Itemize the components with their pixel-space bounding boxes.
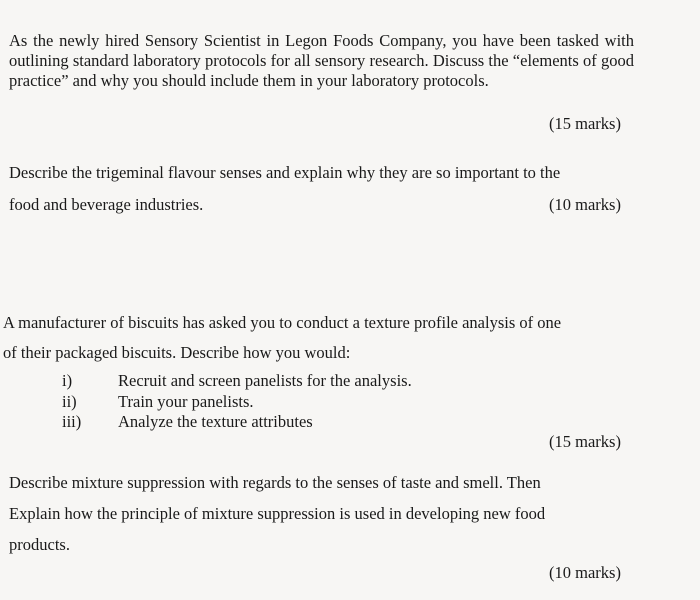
subitem-row bbox=[0, 371, 700, 391]
question-4-line-1: Describe mixture suppression with regards to the senses of taste and smell. Then bbox=[9, 473, 541, 492]
question-2-line-1: Describe the trigeminal flavour senses and explain why they are so important to the bbox=[9, 163, 561, 182]
question-3-marks: (15 marks) bbox=[549, 432, 621, 451]
subitem-number: ii) bbox=[62, 392, 77, 411]
question-1-marks: (15 marks) bbox=[549, 114, 621, 133]
subitem-text: Analyze the texture attributes bbox=[118, 412, 313, 431]
subitem-number: i) bbox=[62, 371, 73, 390]
question-4-marks: (10 marks) bbox=[549, 563, 621, 582]
question-4-line-3: products. bbox=[9, 535, 70, 554]
subitem-row bbox=[0, 412, 700, 432]
subitem-text: Train your panelists. bbox=[118, 392, 254, 411]
question-2-line-2: food and beverage industries. bbox=[9, 195, 204, 214]
subitem-row bbox=[0, 392, 700, 412]
question-3-line-1: A manufacturer of biscuits has asked you to conduct a texture profile analysis of one bbox=[3, 313, 562, 332]
question-4-line-2: Explain how the principle of mixture suppression is used in developing new food bbox=[9, 504, 546, 523]
question-3-line-2: of their packaged biscuits. Describe how you would: bbox=[3, 343, 351, 362]
subitem-text: Recruit and screen panelists for the analysis. bbox=[118, 371, 412, 390]
subitem-number: iii) bbox=[62, 412, 82, 431]
question-2-marks: (10 marks) bbox=[549, 195, 621, 214]
question-1-text: As the newly hired Sensory Scientist in Legon Foods Company, you have been tasked with outlining standard laboratory protocols for all sensory research. Discuss the “elements of good practice” and why you should include them in your laboratory protocols. bbox=[9, 31, 634, 90]
